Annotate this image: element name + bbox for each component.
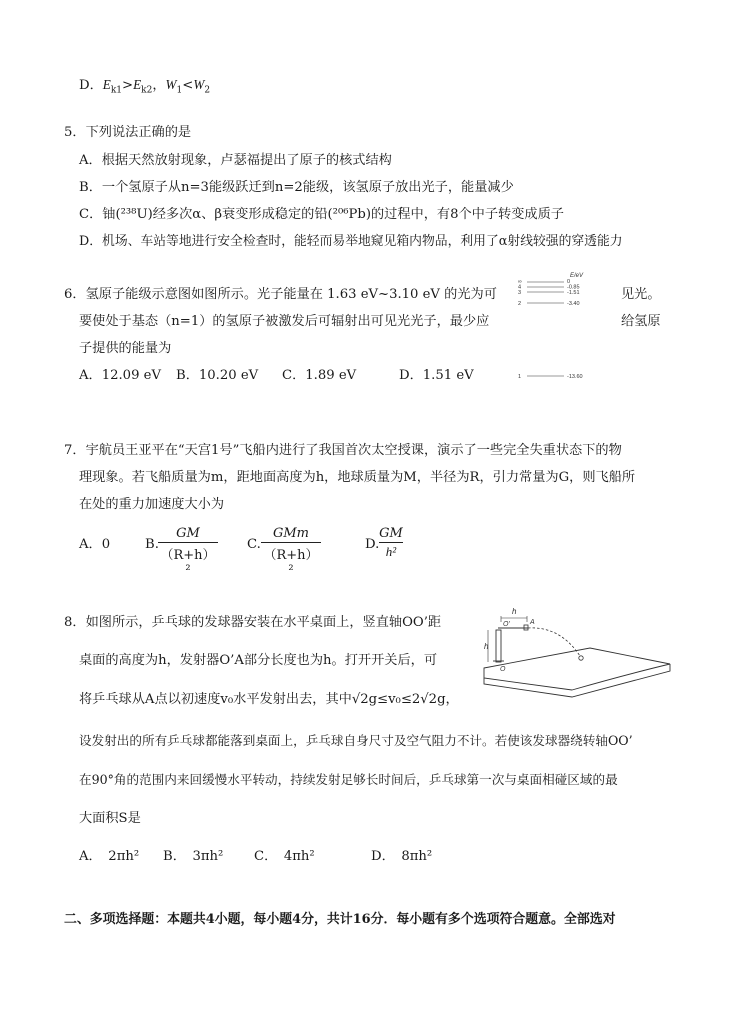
q7-option-b-fraction: GM （R+h）² [158, 526, 218, 578]
q6-line-2: 要使处于基态（n=1）的氢原子被激发后可辐射出可见光光子，最少应 [79, 314, 490, 329]
q8-option-a: A． 2πh² [79, 849, 140, 864]
section-2-heading: 二、多项选择题：本题共4小题，每小题4分，共计16分．每小题有多个选项符合题意。全部选对 [64, 912, 616, 927]
q7-option-b-label: B. [145, 537, 159, 552]
svg-text:O': O' [503, 621, 510, 628]
q8-line-6: 大面积S是 [79, 811, 141, 826]
level-2 [518, 301, 580, 307]
q7-option-a: A．0 [79, 537, 111, 552]
q7-option-d-fraction: GM h² [379, 526, 403, 559]
level-1 [518, 374, 583, 380]
table-edge [484, 664, 670, 697]
q5-option-a: A．根据天然放射现象，卢瑟福提出了原子的核式结构 [79, 153, 392, 168]
q8-option-b: B． 3πh² [163, 849, 224, 864]
q6-line-1: 6．氢原子能级示意图如图所示。光子能量在 1.63 eV~3.10 eV 的光为可 [64, 287, 497, 302]
q6-line-2-tail: 给氢原 [621, 314, 661, 329]
level-3 [518, 290, 580, 296]
svg-text:0: 0 [567, 279, 571, 285]
svg-text:-13.60: -13.60 [567, 374, 583, 380]
q5-stem: 5．下列说法正确的是 [64, 125, 192, 140]
q5-option-c: C．铀(²³⁸U)经多次α、β衰变形成稳定的铅(²⁰⁶Pb)的过程中，有8个中子转变成质子 [79, 207, 564, 222]
q6-option-b: B．10.20 eV [176, 368, 259, 383]
table-top [484, 648, 670, 690]
q8-option-d: D． 8πh² [371, 849, 433, 864]
q5-option-b: B．一个氢原子从n=3能级跃迁到n=2能级，该氢原子放出光子，能量减少 [79, 180, 514, 195]
svg-text:-1.51: -1.51 [567, 290, 580, 296]
q5-option-d: D．机场、车站等地进行安全检查时，能轻而易举地窥见箱内物品，利用了α射线较强的穿透能力 [79, 234, 623, 249]
q7-line-3: 在处的重力加速度大小为 [79, 497, 225, 512]
axis-post [496, 630, 501, 662]
q4-option-d: D．$E_{k1}>E_{k2}$，$W_1<W_2$ [79, 77, 211, 96]
svg-text:O: O [500, 666, 506, 673]
svg-text:3: 3 [518, 290, 522, 296]
svg-text:A: A [530, 619, 535, 626]
diagram-unit: E/eV [570, 273, 584, 279]
q7-option-d-label: D. [365, 537, 380, 552]
launcher-diagram [478, 604, 676, 712]
svg-text:2: 2 [518, 301, 522, 307]
q8-line-2: 桌面的高度为h，发射器O’A部分长度也为h。打开开关后，可 [79, 653, 438, 668]
svg-text:h: h [484, 642, 489, 651]
q6-option-d: D．1.51 eV [399, 368, 474, 383]
q8-option-c: C． 4πh² [254, 849, 315, 864]
q7-line-1: 7．宇航员王亚平在“天宫1号”飞船内进行了我国首次太空授课，演示了一些完全失重状态下的物 [64, 443, 622, 458]
svg-text:h: h [512, 607, 517, 616]
q8-line-5: 在90°角的范围内来回缓慢水平转动，持续发射足够长时间后，乒乓球第一次与桌面相碰区域的最 [79, 772, 618, 787]
q8-line-1: 8．如图所示，乒乓球的发球器安装在水平桌面上，竖直轴OO’距 [64, 615, 442, 630]
q7-option-c-label: C. [247, 537, 261, 552]
svg-text:-3.40: -3.40 [567, 301, 580, 307]
q6-line-1-tail: 见光。 [621, 287, 661, 302]
energy-level-diagram [512, 270, 612, 388]
q7-line-2: 理现象。若飞船质量为m，距地面高度为h，地球质量为M，半径为R，引力常量为G，则飞船所 [79, 470, 636, 485]
svg-text:4: 4 [518, 284, 522, 291]
svg-text:-0.85: -0.85 [567, 284, 580, 291]
q6-option-a: A．12.09 eV [79, 368, 161, 383]
svg-text:1: 1 [518, 374, 522, 380]
q7-option-c-fraction: GMm （R+h）² [261, 526, 321, 578]
ball [579, 656, 583, 660]
q8-line-3: 将乒乓球从A点以初速度v₀水平发射出去，其中√2g≤v₀≤2√2g， [79, 692, 459, 707]
q8-line-4: 设发射出的所有乒乓球都能落到桌面上，乒乓球自身尺寸及空气阻力不计。若使该发球器绕转轴OO’ [79, 733, 633, 748]
q6-option-c: C．1.89 eV [282, 368, 357, 383]
level-inf [518, 279, 570, 285]
q6-line-3: 子提供的能量为 [79, 341, 172, 356]
svg-text:∞: ∞ [518, 279, 522, 285]
launcher-nozzle [524, 625, 528, 630]
